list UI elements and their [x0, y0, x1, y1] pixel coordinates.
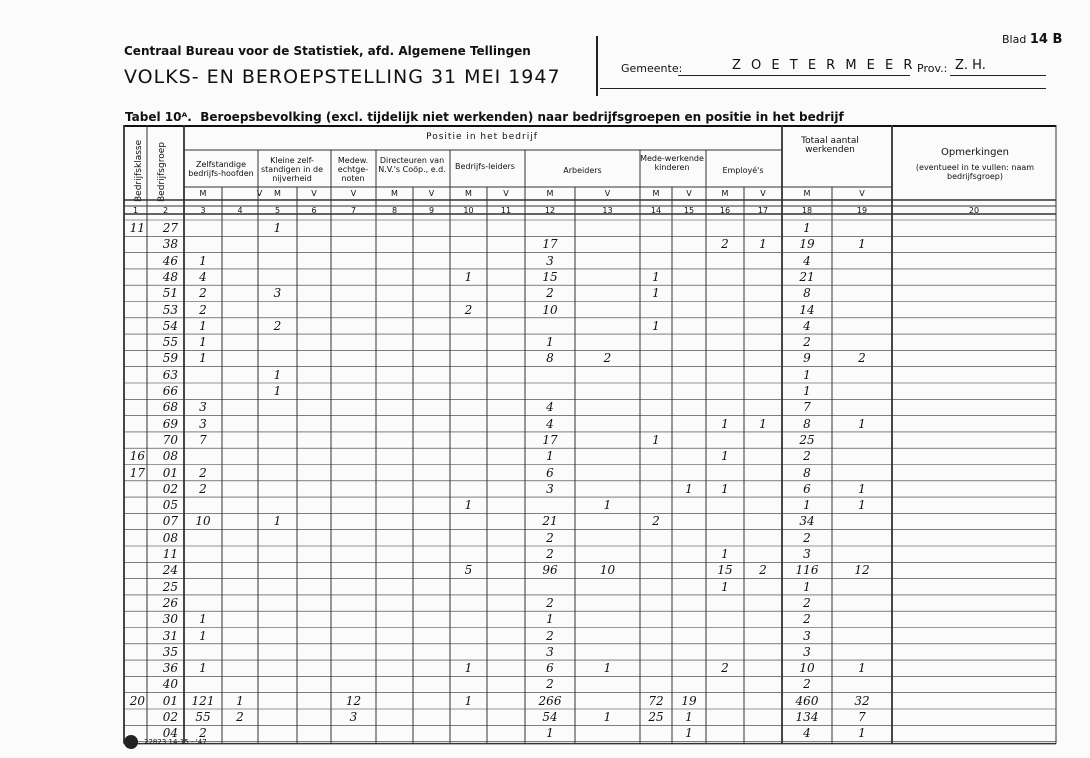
value-cell: 2	[803, 612, 811, 627]
value-cell: 5	[464, 563, 473, 578]
value-cell: 25	[648, 710, 664, 724]
value-cell: 4	[803, 318, 811, 333]
value-cell: 3	[546, 644, 554, 659]
v-label: V	[503, 189, 509, 198]
value-cell: 72	[648, 693, 664, 708]
bedrijfsgroep-cell: 38	[162, 237, 178, 252]
bedrijfsgroep-cell: 53	[162, 302, 178, 317]
bedrijfsgroep-cell: 46	[162, 253, 178, 268]
value-cell: 34	[799, 514, 815, 529]
header-bedrijfsklasse: Bedrijfsklasse	[134, 139, 144, 202]
value-cell: 4	[803, 253, 811, 268]
v-label: V	[859, 189, 865, 198]
column-number: 18	[801, 206, 813, 215]
m-label: M	[803, 189, 811, 198]
value-cell: 2	[803, 595, 811, 610]
v-label: V	[760, 189, 766, 198]
value-cell: 2	[546, 628, 554, 643]
value-cell: 3	[199, 416, 207, 431]
value-cell: 25	[799, 432, 815, 447]
value-cell: 1	[759, 416, 767, 431]
header-zelfstandige: Zelfstandige bedrijfs-hoofden	[188, 160, 254, 178]
bedrijfsgroep-cell: 01	[162, 693, 178, 708]
bedrijfsgroep-cell: 51	[162, 286, 178, 301]
gemeente-label: Gemeente:	[621, 62, 683, 75]
value-cell: 1	[858, 726, 866, 741]
m-label: M	[652, 189, 660, 198]
bedrijfsgroep-cell: 54	[162, 318, 178, 333]
value-cell: 8	[546, 351, 554, 366]
value-cell: 1	[199, 253, 207, 268]
bedrijfsklasse-cell: 20	[129, 693, 145, 708]
value-cell: 1	[546, 612, 554, 627]
value-cell: 1	[603, 498, 612, 513]
value-cell: 4	[199, 269, 207, 284]
value-cell: 15	[542, 269, 558, 284]
value-cell: 1	[603, 710, 612, 724]
value-cell: 134	[795, 710, 819, 724]
value-cell: 1	[721, 416, 729, 431]
value-cell: 2	[546, 595, 554, 610]
column-number: 4	[237, 206, 243, 215]
column-number: 9	[428, 206, 435, 215]
v-label: V	[604, 189, 611, 198]
m-label: M	[274, 189, 281, 198]
value-cell: 10	[799, 661, 815, 676]
value-cell: 1	[273, 514, 282, 529]
value-cell: 32	[854, 693, 870, 708]
bedrijfsklasse-cell: 11	[129, 221, 145, 235]
value-cell: 3	[199, 400, 207, 415]
value-cell: 54	[542, 710, 558, 724]
value-cell: 2	[199, 465, 207, 480]
value-cell: 2	[199, 726, 207, 741]
bedrijfsgroep-cell: 26	[162, 595, 178, 610]
v-label: V	[350, 189, 357, 198]
column-number: 3	[200, 206, 206, 215]
m-label: M	[721, 189, 729, 198]
value-cell: 21	[799, 269, 815, 284]
value-cell: 10	[195, 514, 211, 529]
value-cell: 9	[803, 351, 811, 366]
value-cell: 7	[858, 710, 866, 724]
value-cell: 1	[685, 710, 693, 724]
value-cell: 96	[542, 563, 558, 578]
prov-value: Z. H.	[955, 58, 986, 73]
value-cell: 266	[538, 693, 562, 708]
bedrijfsgroep-cell: 63	[162, 367, 178, 382]
value-cell: 8	[803, 286, 811, 301]
value-cell: 2	[803, 677, 811, 692]
value-cell: 19	[681, 693, 697, 708]
header-bedrijfsgroep: Bedrijfsgroep	[157, 142, 167, 202]
value-cell: 116	[795, 563, 819, 578]
value-cell: 2	[464, 302, 473, 317]
value-cell: 8	[803, 416, 811, 431]
bedrijfsgroep-cell: 27	[162, 221, 178, 235]
bedrijfsklasse-cell: 16	[129, 449, 145, 464]
column-number: 15	[683, 206, 695, 215]
value-cell: 1	[721, 579, 729, 594]
header-directeuren: Directeuren van N.V.'s Coöp., e.d.	[378, 156, 446, 174]
column-number: 5	[274, 206, 281, 215]
column-number: 7	[350, 206, 357, 215]
bedrijfsgroep-cell: 40	[162, 677, 178, 692]
value-cell: 1	[273, 221, 282, 235]
value-cell: 21	[542, 514, 558, 529]
value-cell: 2	[199, 286, 207, 301]
value-cell: 2	[199, 302, 207, 317]
bedrijfsgroep-cell: 04	[162, 726, 178, 741]
value-cell: 7	[803, 400, 811, 415]
column-number: 20	[968, 206, 980, 215]
value-cell: 1	[652, 269, 660, 284]
value-cell: 1	[236, 693, 244, 708]
table-number: Tabel 10ᴬ.	[125, 110, 192, 124]
value-cell: 2	[603, 351, 612, 366]
bedrijfsgroep-cell: 05	[162, 498, 178, 513]
column-number: 16	[719, 206, 731, 215]
m-label: M	[391, 189, 398, 198]
value-cell: 2	[273, 318, 282, 333]
header-medew: Medew. echtge-noten	[337, 156, 369, 183]
value-cell: 1	[858, 481, 866, 496]
bedrijfsgroep-cell: 48	[162, 269, 178, 284]
bedrijfsgroep-cell: 01	[162, 465, 178, 480]
bedrijfsgroep-cell: 59	[162, 351, 178, 366]
header-kleine: Kleine zelf-standigen in de nijverheid	[260, 156, 324, 183]
value-cell: 1	[685, 481, 693, 496]
header-employes: Employé's	[722, 166, 764, 175]
print-code: 22823 14-15 - '47	[144, 738, 207, 746]
value-cell: 10	[542, 302, 558, 317]
bedrijfsgroep-cell: 02	[162, 710, 178, 724]
value-cell: 2	[803, 449, 811, 464]
value-cell: 55	[195, 710, 211, 724]
bedrijfsgroep-cell: 25	[162, 579, 178, 594]
value-cell: 1	[546, 726, 554, 741]
header-arbeiders: Arbeiders	[563, 166, 602, 175]
organisation: Centraal Bureau voor de Statistiek, afd. Algemene Tellingen	[124, 44, 531, 58]
header-bedrijfsleiders: Bedrijfs-leiders	[455, 162, 515, 171]
value-cell: 10	[599, 563, 616, 578]
value-cell: 12	[345, 693, 362, 708]
value-cell: 14	[799, 302, 815, 317]
bedrijfsgroep-cell: 69	[162, 416, 178, 431]
bedrijfsklasse-cell: 17	[129, 465, 145, 480]
value-cell: 1	[803, 579, 811, 594]
bedrijfsgroep-cell: 70	[162, 432, 178, 447]
column-number: 1	[132, 206, 139, 215]
value-cell: 3	[349, 710, 358, 724]
value-cell: 3	[273, 286, 282, 301]
bedrijfsgroep-cell: 08	[162, 530, 178, 545]
value-cell: 1	[652, 318, 660, 333]
column-number: 6	[311, 206, 317, 215]
value-cell: 2	[652, 514, 660, 529]
column-number: 14	[650, 206, 662, 215]
gemeente-value: Z O E T E R M E E R	[732, 58, 916, 73]
value-cell: 2	[759, 563, 767, 578]
bedrijfsgroep-cell: 31	[162, 628, 178, 643]
sheet-number-value: 14 B	[1029, 32, 1063, 47]
value-cell: 17	[542, 432, 558, 447]
value-cell: 12	[854, 563, 870, 578]
v-label: V	[686, 189, 692, 198]
column-number: 8	[391, 206, 398, 215]
bedrijfsgroep-cell: 30	[162, 612, 178, 627]
value-cell: 1	[603, 661, 612, 676]
table-description: Beroepsbevolking (excl. tijdelijk niet werkenden) naar bedrijfsgroepen en positie in het bedrijf	[200, 110, 844, 124]
bedrijfsgroep-cell: 35	[162, 644, 178, 659]
value-cell: 1	[858, 498, 866, 513]
value-cell: 1	[759, 237, 767, 252]
value-cell: 2	[546, 677, 554, 692]
header-medewerkende: Mede-werkende kinderen	[640, 154, 704, 172]
value-cell: 2	[199, 481, 207, 496]
value-cell: 1	[858, 661, 866, 676]
value-cell: 17	[542, 237, 558, 252]
value-cell: 1	[803, 221, 811, 235]
header-positie: Positie in het bedrijf	[426, 132, 538, 142]
value-cell: 1	[721, 547, 729, 561]
bedrijfsgroep-cell: 08	[162, 449, 178, 464]
value-cell: 7	[199, 432, 207, 447]
value-cell: 3	[803, 644, 811, 659]
value-cell: 1	[464, 498, 473, 513]
value-cell: 15	[717, 563, 733, 578]
value-cell: 8	[803, 465, 811, 480]
value-cell: 1	[464, 269, 473, 284]
prov-label: Prov.:	[917, 62, 948, 75]
value-cell: 3	[803, 547, 811, 561]
value-cell: 19	[799, 237, 815, 252]
value-cell: 4	[546, 400, 554, 415]
value-cell: 3	[546, 481, 554, 496]
bedrijfsgroep-cell: 36	[162, 661, 178, 676]
value-cell: 2	[803, 530, 811, 545]
value-cell: 1	[464, 661, 473, 676]
value-cell: 6	[546, 661, 554, 676]
bedrijfsgroep-cell: 68	[162, 400, 178, 415]
sheet-label: Blad	[1002, 33, 1027, 46]
value-cell: 460	[795, 693, 819, 708]
value-cell: 1	[803, 367, 811, 382]
value-cell: 1	[273, 367, 282, 382]
value-cell: 3	[546, 253, 554, 268]
value-cell: 1	[273, 384, 282, 398]
value-cell: 1	[721, 449, 729, 464]
v-label: V	[311, 189, 317, 198]
value-cell: 1	[199, 661, 207, 676]
value-cell: 2	[546, 547, 554, 561]
form-title: VOLKS- EN BEROEPSTELLING 31 MEI 1947	[124, 66, 561, 88]
column-number: 11	[500, 206, 512, 215]
v-label: V	[428, 189, 435, 198]
header-opmerkingen-sub: (eventueel in te vullen: naam bedrijfsgroep)	[915, 163, 1035, 181]
value-cell: 6	[546, 465, 554, 480]
cbs-logo	[124, 735, 138, 749]
value-cell: 1	[546, 449, 554, 464]
m-label: M	[546, 189, 554, 198]
m-label: M	[465, 189, 472, 198]
value-cell: 1	[803, 384, 811, 398]
column-number: 12	[544, 206, 556, 215]
bedrijfsgroep-cell: 66	[162, 384, 178, 398]
column-number: 2	[162, 206, 169, 215]
value-cell: 1	[858, 416, 866, 431]
value-cell: 1	[652, 432, 660, 447]
value-cell: 1	[199, 318, 207, 333]
bedrijfsgroep-cell: 07	[162, 514, 178, 529]
column-number: 17	[757, 206, 769, 215]
value-cell: 1	[721, 481, 729, 496]
value-cell: 6	[803, 481, 811, 496]
bedrijfsgroep-cell: 11	[162, 547, 178, 561]
bedrijfsgroep-cell: 02	[162, 481, 178, 496]
value-cell: 1	[199, 628, 207, 643]
value-cell: 2	[546, 286, 554, 301]
header-totaal: Totaal aantal werkenden	[801, 136, 859, 155]
bedrijfsgroep-cell: 24	[162, 563, 178, 578]
value-cell: 121	[191, 693, 215, 708]
value-cell: 1	[199, 351, 207, 366]
header-opmerkingen: Opmerkingen	[941, 147, 1009, 158]
bedrijfsgroep-cell: 55	[162, 335, 178, 350]
value-cell: 1	[464, 693, 473, 708]
value-cell: 2	[721, 661, 729, 676]
value-cell: 2	[858, 351, 866, 366]
value-cell: 1	[803, 498, 811, 513]
value-cell: 2	[803, 335, 811, 350]
value-cell: 2	[546, 530, 554, 545]
value-cell: 1	[858, 237, 866, 252]
value-cell: 1	[685, 726, 693, 741]
column-number: 10	[463, 206, 474, 215]
value-cell: 1	[546, 335, 554, 350]
m-label: M	[199, 189, 207, 198]
value-cell: 3	[803, 628, 811, 643]
value-cell: 1	[652, 286, 660, 301]
value-cell: 4	[546, 416, 554, 431]
value-cell: 2	[721, 237, 729, 252]
column-number: 19	[856, 206, 868, 215]
v-label: V	[256, 189, 263, 198]
value-cell: 2	[236, 710, 244, 724]
column-number: 13	[602, 206, 613, 215]
value-cell: 1	[199, 612, 207, 627]
value-cell: 1	[199, 335, 207, 350]
value-cell: 4	[803, 726, 811, 741]
